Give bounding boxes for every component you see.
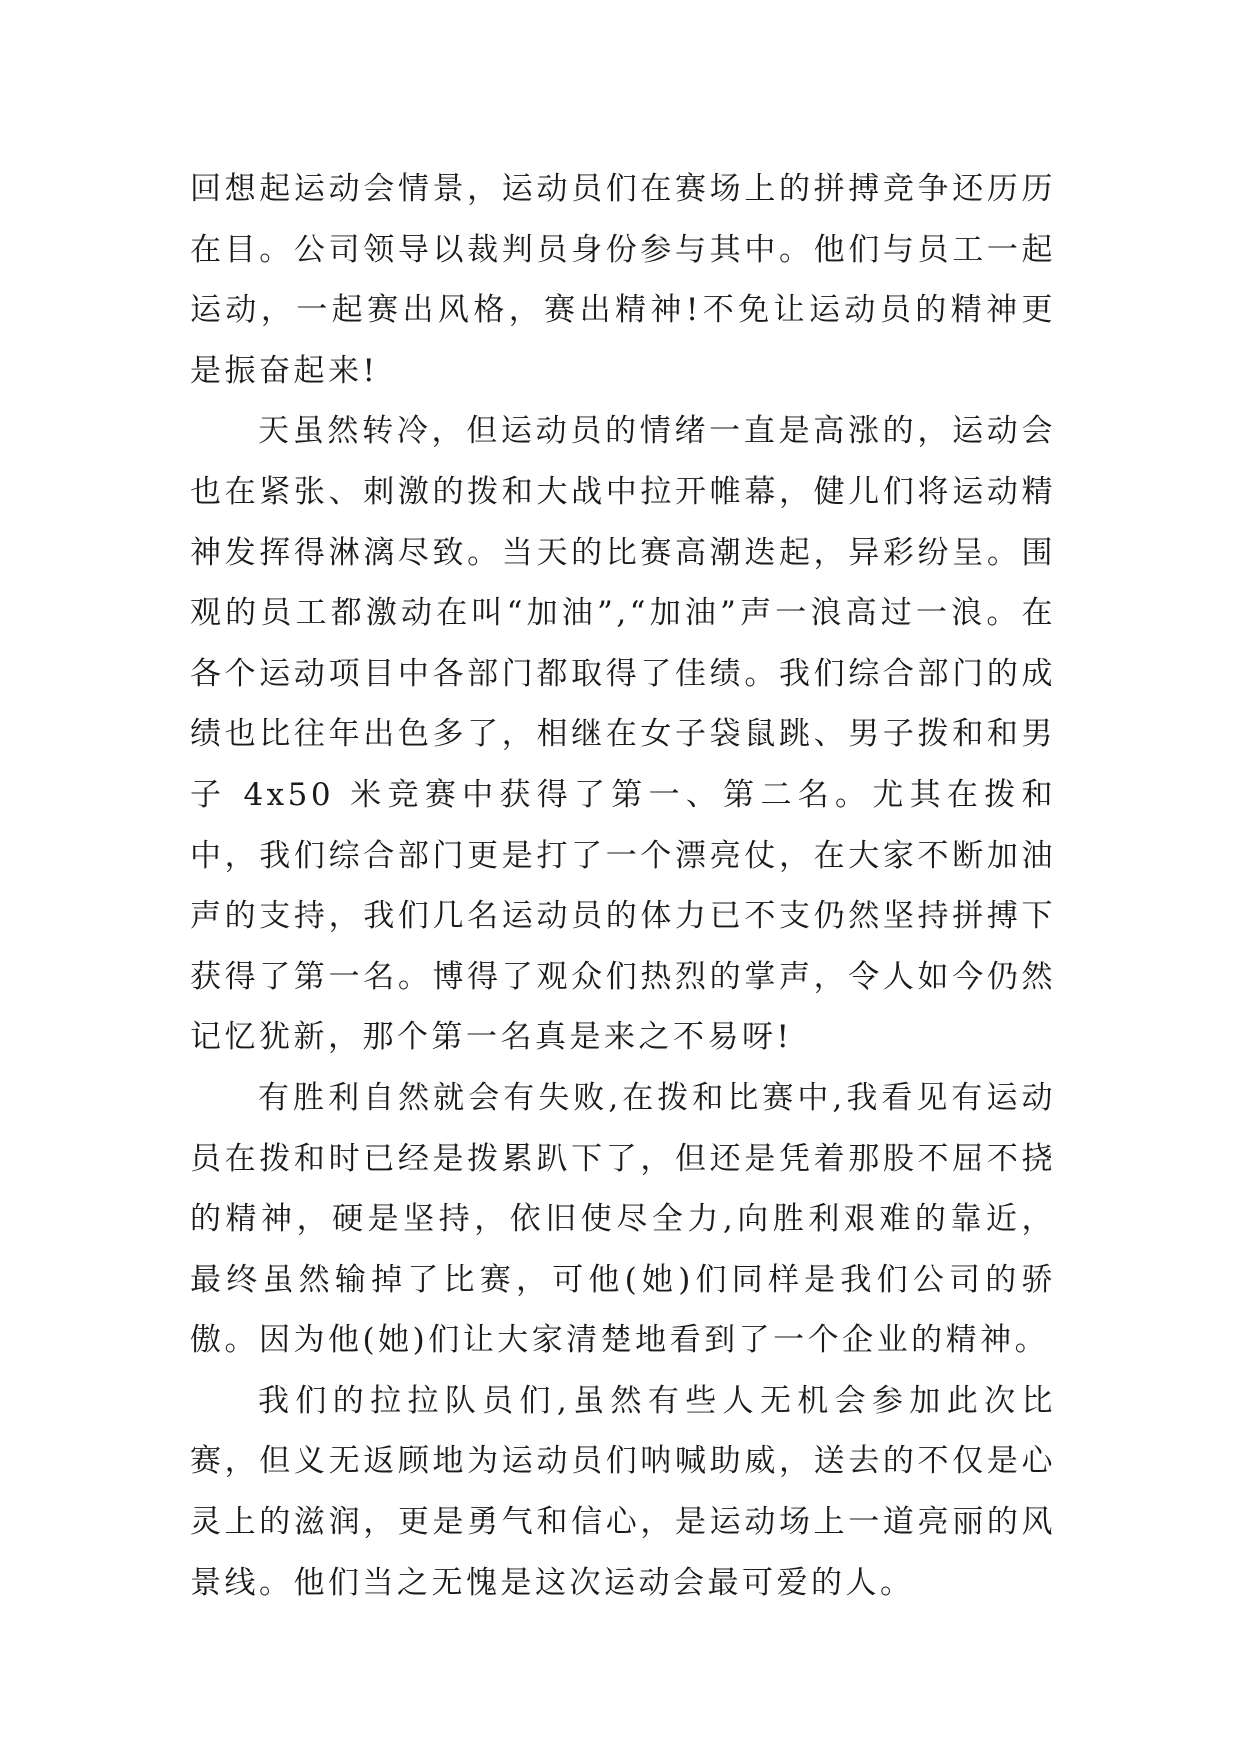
paragraph-1: 回想起运动会情景，运动员们在赛场上的拼搏竞争还历历在目。公司领导以裁判员身份参与其中。他们与员工一起运动，一起赛出风格，赛出精神!不免让运动员的精神更是振奋起来! [190,171,1056,389]
paragraph-2: 天虽然转冷，但运动员的情绪一直是高涨的，运动会也在紧张、刺激的拨和大战中拉开帷幕，健儿们将运动精神发挥得淋漓尽致。当天的比赛高潮迭起，异彩纷呈。围观的员工都激动在叫“加油”,“加油”声一浪高过一浪。在各个运动项目中各部门都取得了佳绩。我们综合部门的成绩也比往年出色多了，相继在女子袋鼠跳、男子拨和和男子 4x50 米竞赛中获得了第一、第二名。尤其在拨和中，我们综合部门更是打了一个漂亮仗，在大家不断加油声的支持，我们几名运动员的体力已不支仍然坚持拼搏下获得了第一名。博得了观众们热烈的掌声，令人如今仍然记忆犹新，那个第一名真是来之不易呀! [190,413,1056,1056]
document-body [190,159,1056,1613]
paragraph-4: 我们的拉拉队员们,虽然有些人无机会参加此次比赛，但义无返顾地为运动员们呐喊助威，送去的不仅是心灵上的滋润，更是勇气和信心，是运动场上一道亮丽的风景线。他们当之无愧是这次运动会最可爱的人。 [190,1382,1056,1601]
paragraph-3: 有胜利自然就会有失败,在拨和比赛中,我看见有运动员在拨和时已经是拨累趴下了，但还是凭着那股不屈不挠的精神，硬是坚持，依旧使尽全力,向胜利艰难的靠近，最终虽然输掉了比赛，可他(她)们同样是我们公司的骄傲。因为他(她)们让大家清楚地看到了一个企业的精神。 [190,1079,1056,1359]
